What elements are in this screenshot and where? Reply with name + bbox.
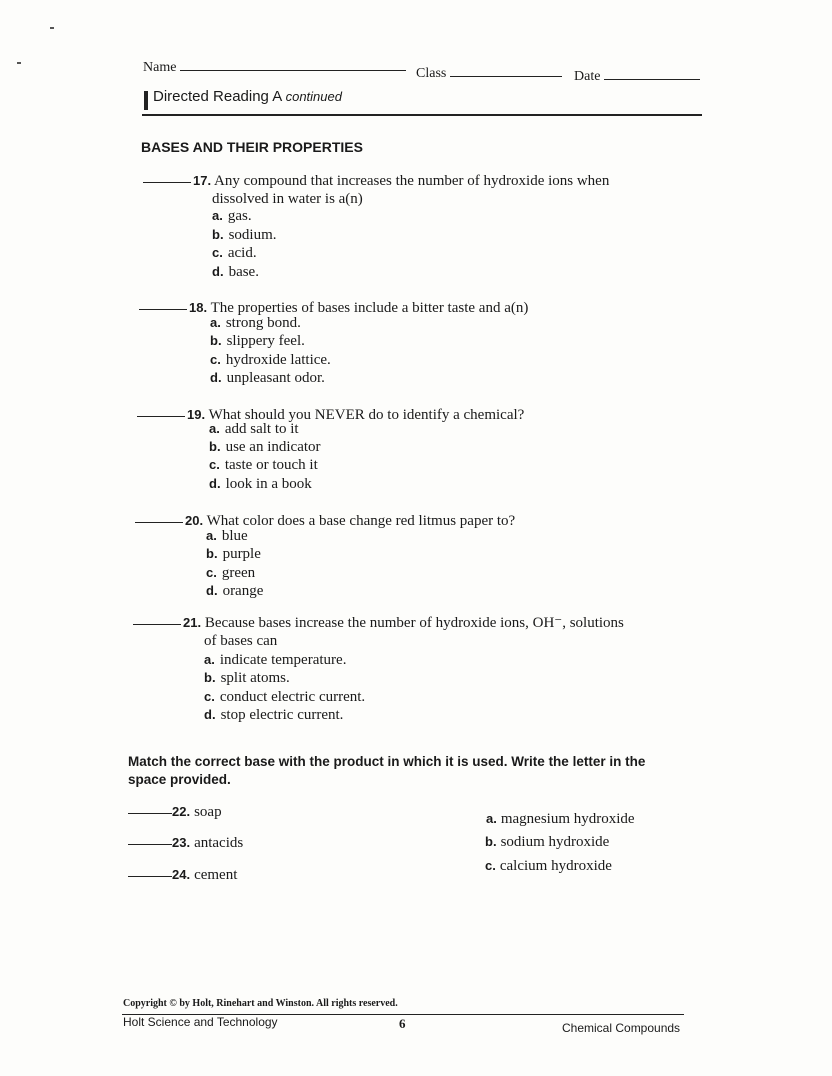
- option-c: [212, 245, 257, 262]
- option-d: [210, 370, 325, 387]
- option-text: slippery feel.: [226, 333, 305, 349]
- option-b: [212, 227, 277, 244]
- option-letter: d.: [209, 476, 221, 491]
- question-number: 21.: [183, 615, 202, 630]
- option-text: taste or touch it: [224, 457, 318, 473]
- option-letter: b.: [212, 227, 224, 242]
- item-number: 24.: [172, 867, 191, 882]
- title-bar: [142, 88, 702, 116]
- answer-blank[interactable]: [133, 624, 181, 625]
- question-21: [133, 614, 624, 632]
- option-text: base.: [228, 264, 259, 280]
- option-letter: d.: [206, 583, 218, 598]
- question-number: 18.: [189, 300, 208, 315]
- option-text: green: [221, 565, 256, 581]
- option-text: acid.: [227, 245, 257, 261]
- chapter-title: Chemical Compounds: [562, 1021, 681, 1035]
- option-b: [206, 546, 261, 563]
- question-18: [139, 299, 528, 317]
- match-choice-b: [485, 834, 609, 851]
- option-b: [204, 670, 290, 687]
- option-a: [212, 208, 252, 225]
- choice-letter: b.: [485, 834, 497, 849]
- option-d: [212, 264, 259, 281]
- scan-speck: [17, 62, 21, 64]
- option-letter: b.: [206, 546, 218, 561]
- question-20: [135, 512, 515, 530]
- matching-instruction: Match the correct base with the product in which it is used. Write the letter in the: [128, 754, 646, 769]
- title-rule: [142, 114, 702, 116]
- question-stem: Because bases increase the number of hydroxide ions, OH⁻, solutions: [204, 615, 624, 631]
- publisher: Holt Science and Technology: [123, 1015, 278, 1029]
- option-letter: c.: [210, 352, 221, 367]
- option-text: hydroxide lattice.: [225, 352, 331, 368]
- option-letter: b.: [204, 670, 216, 685]
- matching-instruction-cont: space provided.: [128, 772, 231, 787]
- title-marker: [144, 91, 148, 110]
- option-text: use an indicator: [225, 439, 321, 455]
- page-title-suffix: continued: [285, 89, 342, 104]
- option-text: strong bond.: [225, 315, 301, 331]
- question-number: 17.: [193, 173, 212, 188]
- page-title-text: Directed Reading A: [153, 88, 282, 105]
- choice-text: calcium hydroxide: [499, 858, 612, 874]
- choice-text: sodium hydroxide: [500, 834, 610, 850]
- option-letter: c.: [209, 457, 220, 472]
- option-text: stop electric current.: [220, 707, 344, 723]
- option-letter: a.: [212, 208, 223, 223]
- item-text: cement: [194, 867, 238, 883]
- match-item-24: [128, 867, 237, 884]
- option-letter: a.: [204, 652, 215, 667]
- answer-blank[interactable]: [128, 876, 172, 877]
- date-field: [574, 69, 700, 85]
- option-c: [210, 352, 331, 369]
- scan-speck: [50, 27, 54, 29]
- option-letter: b.: [210, 333, 222, 348]
- question-stem: What color does a base change red litmus paper to?: [206, 513, 516, 529]
- answer-blank[interactable]: [128, 844, 172, 845]
- page-number: 6: [399, 1016, 406, 1031]
- option-letter: c.: [204, 689, 215, 704]
- option-a: [210, 315, 301, 332]
- option-letter: b.: [209, 439, 221, 454]
- option-d: [209, 476, 312, 493]
- match-choice-c: [485, 858, 612, 875]
- option-text: sodium.: [228, 227, 277, 243]
- question-number: 19.: [187, 407, 206, 422]
- option-letter: a.: [206, 528, 217, 543]
- option-text: conduct electric current.: [219, 689, 366, 705]
- class-label: Class: [416, 66, 447, 81]
- option-c: [209, 457, 318, 474]
- answer-blank[interactable]: [135, 522, 183, 523]
- item-number: 22.: [172, 804, 191, 819]
- class-blank[interactable]: [450, 75, 562, 77]
- question-17-stem-cont: dissolved in water is a(n): [212, 191, 363, 207]
- name-blank[interactable]: [180, 69, 406, 71]
- option-a: [209, 421, 299, 438]
- name-label: Name: [143, 60, 177, 75]
- option-letter: c.: [206, 565, 217, 580]
- option-text: gas.: [227, 208, 252, 224]
- answer-blank[interactable]: [137, 416, 185, 417]
- option-text: look in a book: [225, 476, 312, 492]
- date-blank[interactable]: [604, 78, 700, 80]
- option-text: orange: [222, 583, 264, 599]
- option-letter: c.: [212, 245, 223, 260]
- match-item-23: [128, 835, 243, 852]
- question-stem: The properties of bases include a bitter taste and a(n): [210, 300, 529, 316]
- option-text: purple: [222, 546, 261, 562]
- question-stem: Any compound that increases the number of hydroxide ions when: [214, 173, 610, 189]
- option-c: [206, 565, 255, 582]
- class-field: [416, 66, 562, 82]
- question-number: 20.: [185, 513, 204, 528]
- option-b: [209, 439, 321, 456]
- answer-blank[interactable]: [143, 182, 191, 183]
- answer-blank[interactable]: [139, 309, 187, 310]
- item-text: antacids: [194, 835, 244, 851]
- copyright: Copyright © by Holt, Rinehart and Winston. All rights reserved.: [123, 998, 398, 1009]
- question-stem: What should you NEVER do to identify a chemical?: [208, 407, 525, 423]
- option-text: unpleasant odor.: [226, 370, 325, 386]
- question-19: [137, 406, 524, 424]
- option-text: add salt to it: [224, 421, 299, 437]
- option-letter: d.: [212, 264, 224, 279]
- option-c: [204, 689, 365, 706]
- name-field: [143, 60, 406, 76]
- choice-letter: c.: [485, 858, 496, 873]
- item-number: 23.: [172, 835, 191, 850]
- choice-text: magnesium hydroxide: [500, 811, 635, 827]
- date-label: Date: [574, 69, 601, 84]
- option-a: [206, 528, 248, 545]
- option-letter: a.: [209, 421, 220, 436]
- page-title: [153, 88, 342, 105]
- question-21-stem-cont: of bases can: [204, 633, 278, 649]
- option-d: [204, 707, 343, 724]
- match-item-22: [128, 804, 222, 821]
- option-d: [206, 583, 263, 600]
- option-text: indicate temperature.: [219, 652, 347, 668]
- answer-blank[interactable]: [128, 813, 172, 814]
- option-letter: a.: [210, 315, 221, 330]
- option-a: [204, 652, 346, 669]
- section-title: BASES AND THEIR PROPERTIES: [141, 139, 363, 155]
- option-text: split atoms.: [220, 670, 290, 686]
- match-choice-a: [486, 811, 635, 828]
- choice-letter: a.: [486, 811, 497, 826]
- option-b: [210, 333, 305, 350]
- option-text: blue: [221, 528, 248, 544]
- option-letter: d.: [204, 707, 216, 722]
- item-text: soap: [194, 804, 222, 820]
- question-17: [143, 172, 609, 190]
- option-letter: d.: [210, 370, 222, 385]
